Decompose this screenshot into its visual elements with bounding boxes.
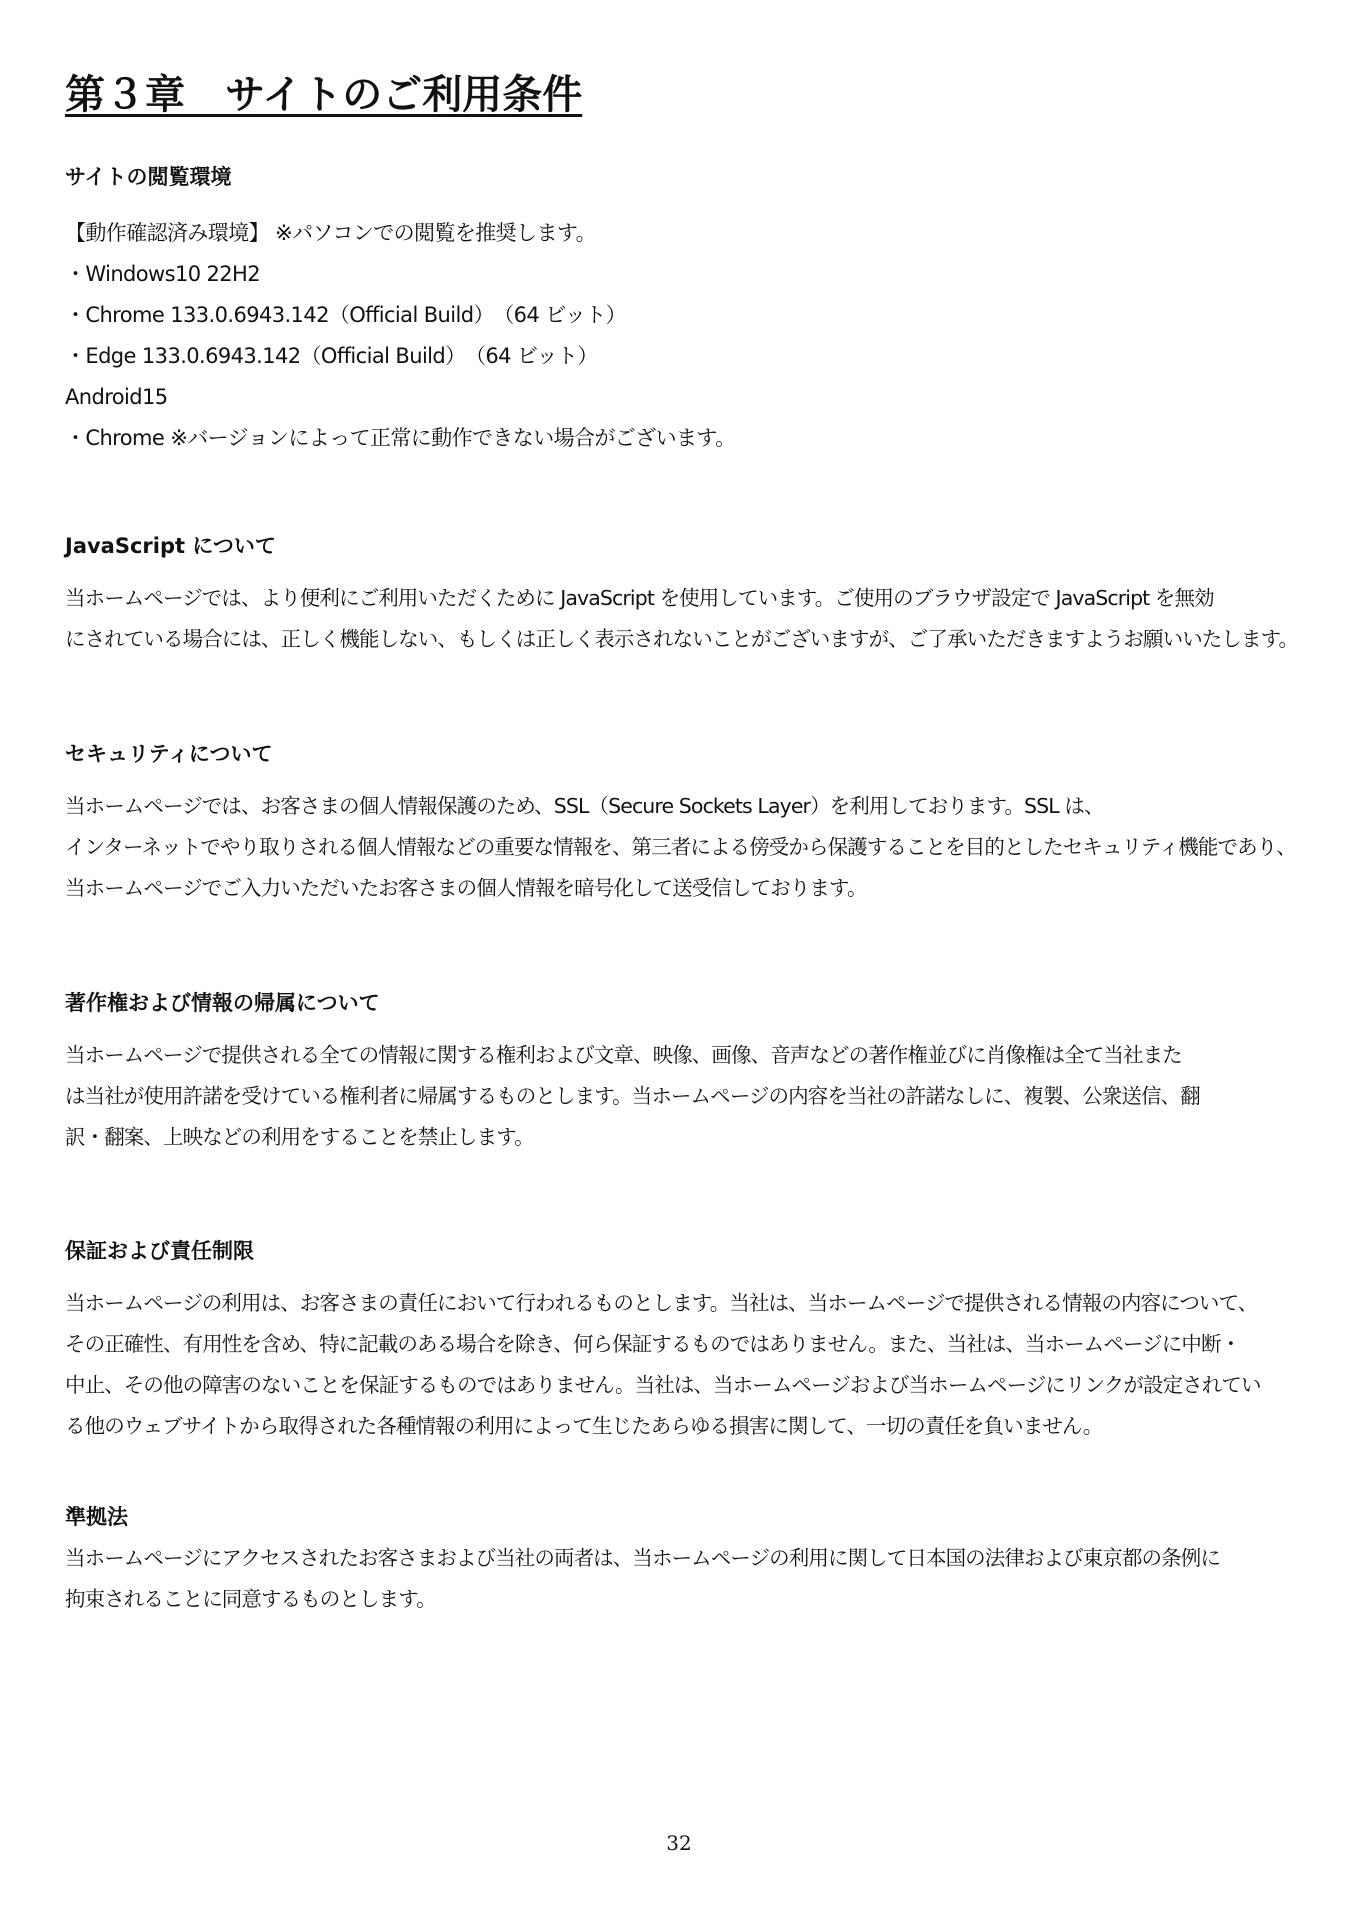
- paragraph-line: は当社が使用許諾を受けている権利者に帰属するものとします。当ホームページの内容を当社の許諾なしに、複製、公衆送信、翻: [65, 1084, 1200, 1108]
- security-paragraph: [65, 786, 1305, 909]
- section-environment: [65, 162, 1305, 459]
- paragraph-line: 当ホームページの利用は、お客さまの責任において行われるものとします。当社は、当ホームページで提供される情報の内容について、: [65, 1291, 1258, 1315]
- paragraph-line: 当ホームページでは、より便利にご利用いただくために JavaScript を使用しています。ご使用のブラウザ設定で JavaScript を無効: [65, 586, 1214, 610]
- section-warranty: [65, 1236, 1305, 1447]
- section-javascript: [65, 531, 1305, 660]
- section-heading-javascript: JavaScript について: [65, 534, 276, 558]
- paragraph-line: にされている場合には、正しく機能しない、もしくは正しく表示されないことがございますが、ご了承いただきますようお願いいたします。: [65, 627, 1299, 651]
- paragraph-line: 中止、その他の障害のないことを保証するものではありません。当社は、当ホームページおよび当ホームページにリンクが設定されてい: [65, 1373, 1261, 1397]
- environment-line: Android15: [65, 385, 168, 409]
- chapter-title: 第３章 サイトのご利用条件: [65, 72, 583, 118]
- section-heading-copyright: 著作権および情報の帰属について: [65, 991, 380, 1015]
- warranty-paragraph: [65, 1283, 1305, 1447]
- section-governing-law: [65, 1502, 1305, 1620]
- environment-line: ・Chrome 133.0.6943.142（Official Build） （64 ビット）: [65, 303, 627, 327]
- environment-line: ・Windows10 22H2: [65, 262, 261, 286]
- section-heading-environment: サイトの閲覧環境: [65, 165, 232, 189]
- paragraph-line: その正確性、有用性を含め、特に記載のある場合を除き、何ら保証するものではありません。また、当社は、当ホームページに中断・: [65, 1332, 1241, 1356]
- paragraph-line: 当ホームページにアクセスされたお客さまおよび当社の両者は、当ホームページの利用に関して日本国の法律および東京都の条例に: [65, 1546, 1220, 1570]
- section-heading-governing-law: 準拠法: [65, 1505, 128, 1529]
- paragraph-line: 当ホームページでは、お客さまの個人情報保護のため、SSL（Secure Sockets Layer）を利用しております。SSL は、: [65, 794, 1104, 818]
- environment-line: ・Edge 133.0.6943.142（Official Build） （64 ビット）: [65, 344, 598, 368]
- javascript-paragraph: [65, 578, 1305, 660]
- paragraph-line: る他のウェブサイトから取得された各種情報の利用によって生じたあらゆる損害に関して、一切の責任を負いません。: [65, 1414, 1103, 1438]
- environment-line: ・Chrome ※バージョンによって正常に動作できない場合がございます。: [65, 426, 736, 450]
- copyright-paragraph: [65, 1035, 1305, 1158]
- governing-law-paragraph: [65, 1538, 1305, 1620]
- section-heading-security: セキュリティについて: [65, 742, 273, 766]
- page-number: 32: [666, 1831, 692, 1855]
- section-heading-warranty: 保証および責任制限: [65, 1239, 254, 1263]
- section-copyright: [65, 988, 1305, 1158]
- paragraph-line: 当ホームページで提供される全ての情報に関する権利および文章、映像、画像、音声などの著作権並びに肖像権は全て当社また: [65, 1043, 1182, 1067]
- paragraph-line: 訳・翻案、上映などの利用をすることを禁止します。: [65, 1125, 534, 1149]
- paragraph-line: インターネットでやり取りされる個人情報などの重要な情報を、第三者による傍受から保護することを目的としたセキュリティ機能であり、: [65, 835, 1296, 859]
- paragraph-line: 当ホームページでご入力いただいたお客さまの個人情報を暗号化して送受信しております。: [65, 876, 867, 900]
- paragraph-line: 拘束されることに同意するものとします。: [65, 1587, 436, 1611]
- environment-line: 【動作確認済み環境】 ※パソコンでの閲覧を推奨します。: [65, 221, 596, 245]
- section-security: [65, 739, 1305, 909]
